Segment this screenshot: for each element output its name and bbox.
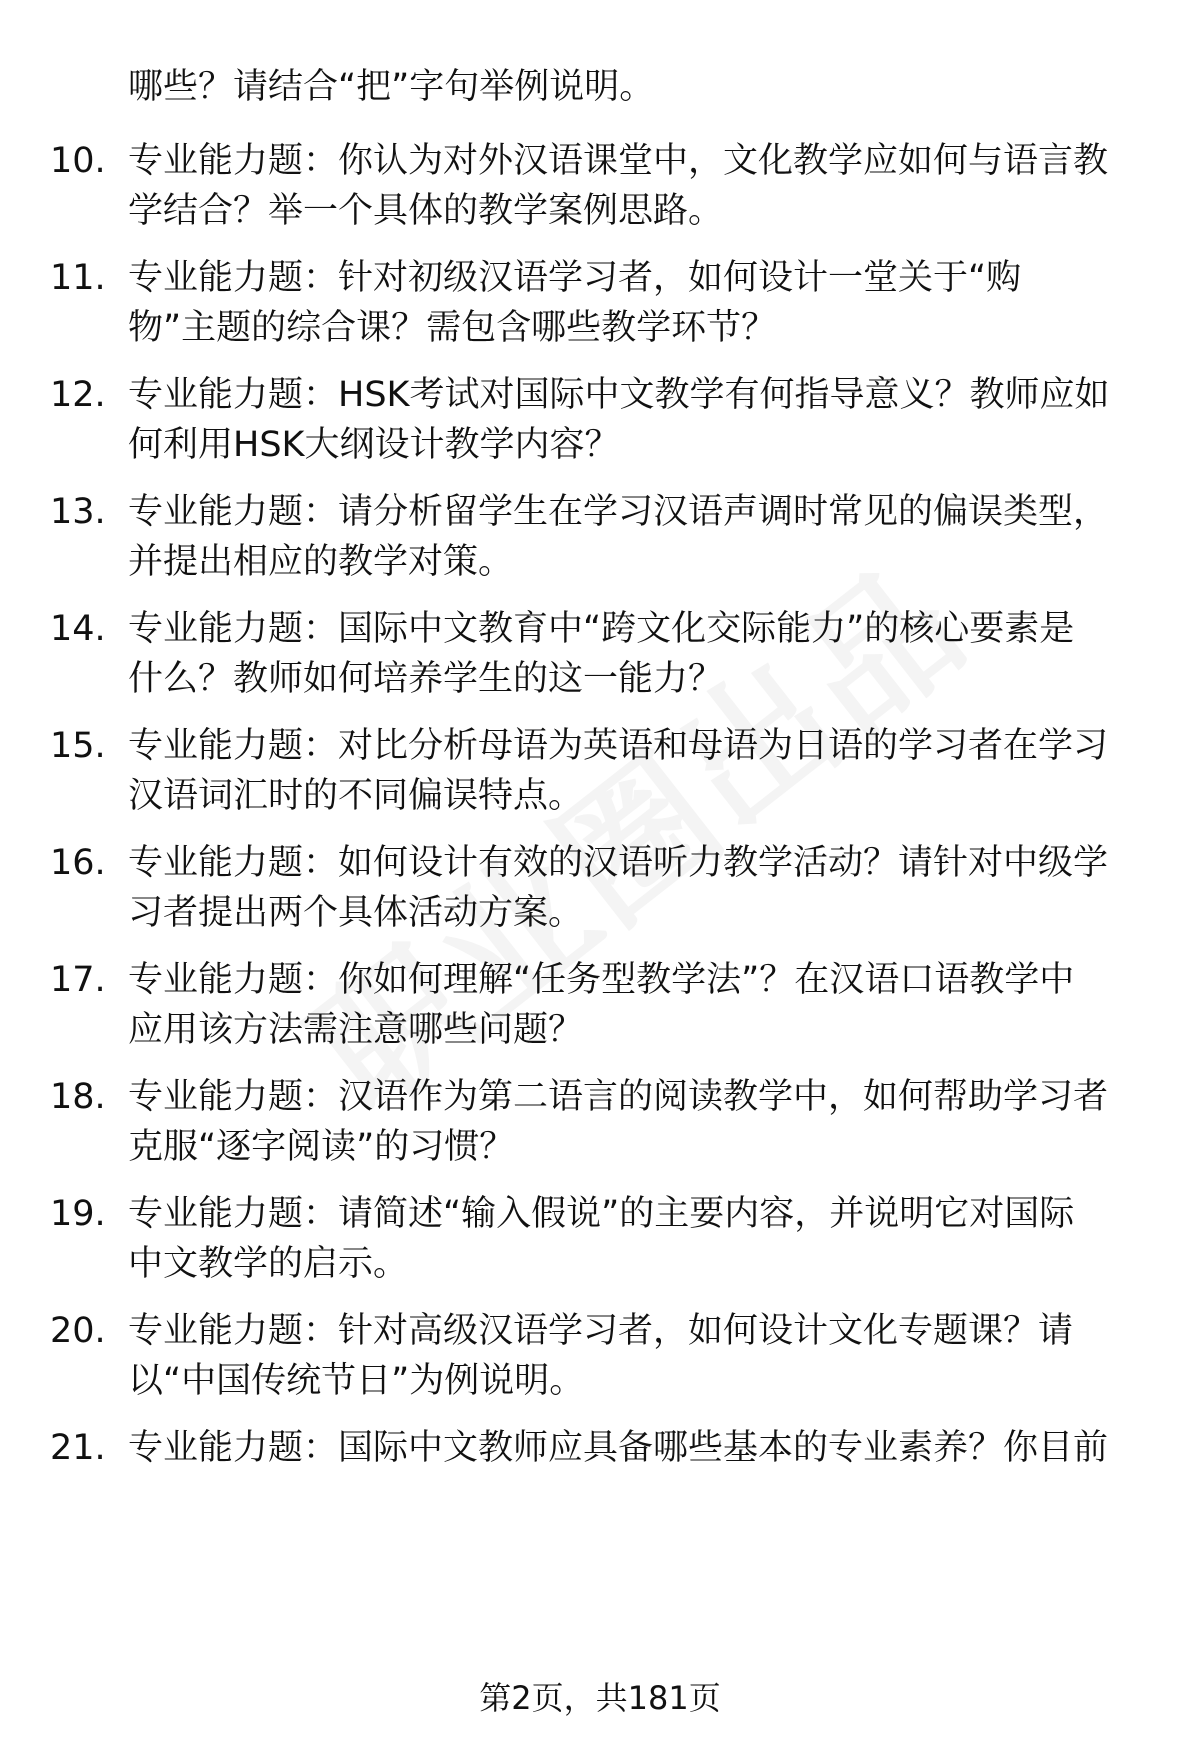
question-line: 专业能力题：如何设计有效的汉语听力教学活动？请针对中级学: [128, 843, 1109, 883]
question-text: [128, 1072, 1148, 1172]
question-text: [128, 1306, 1148, 1406]
question-line: 并提出相应的教学对策。: [128, 542, 514, 582]
question-line: 习者提出两个具体活动方案。: [128, 893, 584, 933]
question-line: 什么？教师如何培养学生的这一能力？: [128, 659, 724, 699]
question-line: 何利用HSK大纲设计教学内容？: [128, 425, 620, 465]
question-number: 11.: [50, 258, 106, 298]
question-text: [128, 487, 1148, 587]
question-number: 21.: [50, 1428, 106, 1468]
question-line: 专业能力题：针对初级汉语学习者，如何设计一堂关于“购: [128, 258, 1022, 298]
question-line: 中文教学的启示。: [128, 1244, 409, 1284]
question-text: [128, 253, 1148, 353]
question-line: 专业能力题：你如何理解“任务型教学法”？在汉语口语教学中: [128, 960, 1075, 1000]
question-line: 物”主题的综合课？需包含哪些教学环节？: [128, 308, 777, 348]
question-number: 15.: [50, 726, 106, 766]
question-text: [128, 1423, 1148, 1473]
question-number: 20.: [50, 1311, 106, 1351]
question-line: 专业能力题：请分析留学生在学习汉语声调时常见的偏误类型，: [128, 492, 1109, 532]
question-number: 14.: [50, 609, 106, 649]
question-line: 专业能力题：HSK考试对国际中文教学有何指导意义？教师应如: [128, 375, 1110, 415]
question-number: 19.: [50, 1194, 106, 1234]
question-text: [128, 838, 1148, 938]
question-text: [128, 721, 1148, 821]
question-line: 专业能力题：汉语作为第二语言的阅读教学中，如何帮助学习者: [128, 1077, 1109, 1117]
continued-question-text: 哪些？请结合“把”字句举例说明。: [128, 67, 655, 107]
question-number: 16.: [50, 843, 106, 883]
question-text: [128, 370, 1148, 470]
question-number: 13.: [50, 492, 106, 532]
question-text: [128, 136, 1148, 236]
question-line: 应用该方法需注意哪些问题？: [128, 1010, 584, 1050]
question-text: [128, 1189, 1148, 1289]
question-line: 专业能力题：国际中文教师应具备哪些基本的专业素养？你目前: [128, 1428, 1109, 1468]
question-line: 学结合？举一个具体的教学案例思路。: [128, 191, 724, 231]
question-line: 专业能力题：国际中文教育中“跨文化交际能力”的核心要素是: [128, 609, 1075, 649]
question-number: 12.: [50, 375, 106, 415]
question-line: 专业能力题：请简述“输入假说”的主要内容，并说明它对国际: [128, 1194, 1075, 1234]
question-line: 以“中国传统节日”为例说明。: [128, 1361, 585, 1401]
question-text: [128, 955, 1148, 1055]
question-number: 18.: [50, 1077, 106, 1117]
question-number: 17.: [50, 960, 106, 1000]
question-line: 专业能力题：针对高级汉语学习者，如何设计文化专题课？请: [128, 1311, 1074, 1351]
page-indicator: 第2页，共181页: [479, 1679, 721, 1717]
question-line: 专业能力题：对比分析母语为英语和母语为日语的学习者在学习: [128, 726, 1109, 766]
question-line: 克服“逐字阅读”的习惯？: [128, 1127, 515, 1167]
question-line: 汉语词汇时的不同偏误特点。: [128, 776, 584, 816]
question-text: [128, 604, 1148, 704]
question-line: 专业能力题：你认为对外汉语课堂中，文化教学应如何与语言教: [128, 141, 1109, 181]
question-number: 10.: [50, 141, 106, 181]
